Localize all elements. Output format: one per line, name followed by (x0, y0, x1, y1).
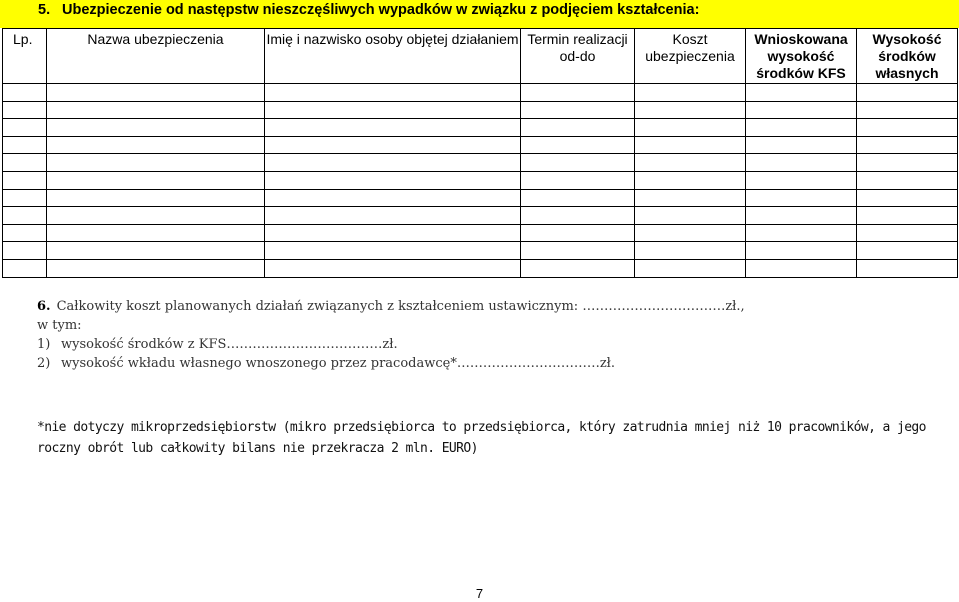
table-cell[interactable] (746, 224, 857, 242)
table-row (3, 171, 958, 189)
section-5-heading (0, 0, 959, 28)
table-cell[interactable] (857, 84, 958, 102)
header-insurance-name: Nazwa ubezpieczenia (47, 29, 265, 84)
table-cell[interactable] (3, 189, 47, 207)
table-cell[interactable] (635, 136, 746, 154)
table-cell[interactable] (3, 84, 47, 102)
table-cell[interactable] (521, 171, 635, 189)
header-cost: Koszt ubezpieczenia (635, 29, 746, 84)
item-1-number: 1) (37, 337, 51, 352)
table-cell[interactable] (47, 101, 265, 119)
table-cell[interactable] (857, 189, 958, 207)
total-cost-line (37, 297, 937, 316)
table-cell[interactable] (3, 207, 47, 225)
table-cell[interactable] (265, 119, 521, 137)
table-cell[interactable] (47, 154, 265, 172)
table-cell[interactable] (746, 84, 857, 102)
header-term: Termin realizacji od-do (521, 29, 635, 84)
kfs-funds-text: wysokość środków z KFS………………………………zł. (61, 337, 398, 352)
table-cell[interactable] (47, 171, 265, 189)
table-cell[interactable] (265, 101, 521, 119)
table-cell[interactable] (3, 242, 47, 260)
table-cell[interactable] (521, 101, 635, 119)
table-row (3, 101, 958, 119)
table-cell[interactable] (746, 119, 857, 137)
table-cell[interactable] (635, 101, 746, 119)
table-cell[interactable] (635, 224, 746, 242)
table-cell[interactable] (857, 171, 958, 189)
table-cell[interactable] (265, 171, 521, 189)
table-cell[interactable] (47, 189, 265, 207)
table-cell[interactable] (3, 154, 47, 172)
page-number: 7 (475, 586, 484, 601)
table-cell[interactable] (857, 242, 958, 260)
own-contribution-line (37, 354, 937, 373)
table-cell[interactable] (47, 242, 265, 260)
table-cell[interactable] (265, 84, 521, 102)
table-cell[interactable] (47, 224, 265, 242)
table-cell[interactable] (521, 119, 635, 137)
table-cell[interactable] (265, 224, 521, 242)
table-cell[interactable] (857, 259, 958, 277)
table-cell[interactable] (857, 136, 958, 154)
footnote: *nie dotyczy mikroprzedsiębiorstw (mikro przedsiębiorca to przedsiębiorca, który zatrudnia mniej niż 10 pracowników, a jego roczny obrót lub całkowity bilans nie przekracza 2 mln. EURO) (37, 420, 926, 456)
header-lp: Lp. (3, 29, 47, 84)
table-row (3, 136, 958, 154)
table-cell[interactable] (521, 207, 635, 225)
table-cell[interactable] (47, 136, 265, 154)
table-cell[interactable] (265, 189, 521, 207)
table-cell[interactable] (521, 224, 635, 242)
table-cell[interactable] (265, 242, 521, 260)
table-cell[interactable] (635, 189, 746, 207)
table-row (3, 242, 958, 260)
table-row (3, 154, 958, 172)
in-which-line: w tym: (37, 318, 82, 333)
table-cell[interactable] (635, 154, 746, 172)
table-cell[interactable] (857, 119, 958, 137)
table-cell[interactable] (3, 259, 47, 277)
table-cell[interactable] (521, 189, 635, 207)
table-row (3, 224, 958, 242)
table-cell[interactable] (635, 242, 746, 260)
table-cell[interactable] (521, 136, 635, 154)
table-cell[interactable] (265, 259, 521, 277)
kfs-funds-line (37, 335, 937, 354)
table-cell[interactable] (635, 207, 746, 225)
section-6-total-cost (37, 297, 937, 373)
table-cell[interactable] (746, 171, 857, 189)
table-cell[interactable] (3, 171, 47, 189)
table-cell[interactable] (857, 154, 958, 172)
table-cell[interactable] (265, 207, 521, 225)
table-cell[interactable] (857, 207, 958, 225)
table-row (3, 189, 958, 207)
own-contribution-text: wysokość wkładu własnego wnoszonego przez pracodawcę*……………………………zł. (61, 356, 616, 371)
table-cell[interactable] (635, 119, 746, 137)
header-own-funds: Wysokość środków własnych (857, 29, 958, 84)
table-cell[interactable] (635, 84, 746, 102)
table-row (3, 84, 958, 102)
table-row (3, 259, 958, 277)
table-cell[interactable] (746, 101, 857, 119)
table-cell[interactable] (746, 154, 857, 172)
header-person-name: Imię i nazwisko osoby objętej działaniem (265, 29, 521, 84)
table-cell[interactable] (746, 242, 857, 260)
table-row (3, 207, 958, 225)
table-cell[interactable] (746, 207, 857, 225)
insurance-table (2, 28, 958, 278)
table-cell[interactable] (265, 136, 521, 154)
table-cell[interactable] (521, 259, 635, 277)
table-cell[interactable] (3, 224, 47, 242)
table-cell[interactable] (746, 259, 857, 277)
table-row (3, 119, 958, 137)
table-cell[interactable] (3, 136, 47, 154)
header-kfs-amount: Wnioskowana wysokość środków KFS (746, 29, 857, 84)
table-cell[interactable] (47, 119, 265, 137)
table-cell[interactable] (3, 119, 47, 137)
item-2-number: 2) (37, 356, 51, 371)
table-cell[interactable] (3, 101, 47, 119)
table-cell[interactable] (47, 84, 265, 102)
section-5-number: 5. (38, 2, 51, 18)
table-cell[interactable] (857, 224, 958, 242)
table-cell[interactable] (521, 242, 635, 260)
table-cell[interactable] (47, 207, 265, 225)
table-cell[interactable] (746, 189, 857, 207)
table-cell[interactable] (521, 154, 635, 172)
table-header-row (3, 29, 958, 84)
table-cell[interactable] (47, 259, 265, 277)
table-cell[interactable] (635, 171, 746, 189)
table-cell[interactable] (265, 154, 521, 172)
table-cell[interactable] (521, 84, 635, 102)
table-cell[interactable] (635, 259, 746, 277)
table-cell[interactable] (746, 136, 857, 154)
table-cell[interactable] (857, 101, 958, 119)
total-cost-text: Całkowity koszt planowanych działań związanych z kształceniem ustawicznym: ……………………………zł., (56, 299, 745, 314)
section-5-title: Ubezpieczenie od następstw nieszczęśliwych wypadków w związku z podjęciem kształcenia: (62, 2, 700, 18)
section-6-number: 6. (37, 299, 51, 314)
